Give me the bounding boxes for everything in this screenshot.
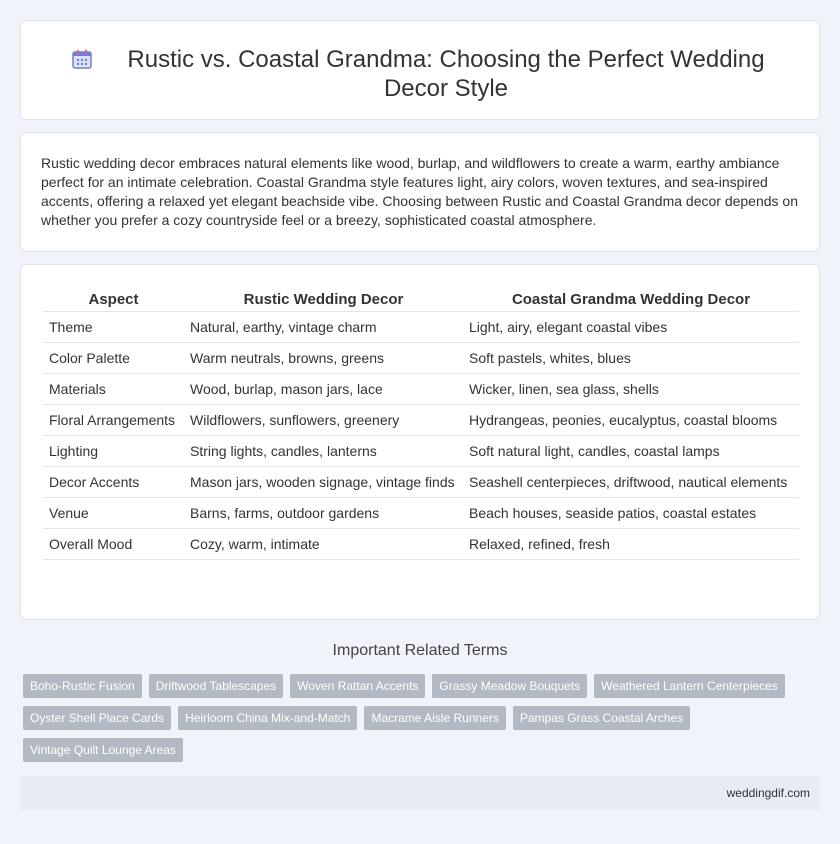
cell-rustic: Cozy, warm, intimate bbox=[184, 529, 463, 560]
related-term-tag[interactable]: Driftwood Tablescapes bbox=[149, 674, 284, 698]
cell-aspect: Overall Mood bbox=[43, 529, 184, 560]
header-aspect: Aspect bbox=[43, 289, 184, 312]
table-row bbox=[43, 498, 799, 529]
cell-coastal: Wicker, linen, sea glass, shells bbox=[463, 374, 799, 405]
cell-coastal: Soft pastels, whites, blues bbox=[463, 343, 799, 374]
related-term-tag[interactable]: Oyster Shell Place Cards bbox=[23, 706, 171, 730]
table-row bbox=[43, 405, 799, 436]
related-term-tag[interactable]: Woven Rattan Accents bbox=[290, 674, 425, 698]
related-terms-list bbox=[0, 674, 840, 762]
related-term-tag[interactable]: Weathered Lantern Centerpieces bbox=[594, 674, 785, 698]
page-title: Rustic vs. Coastal Grandma: Choosing the Perfect Wedding Decor Style bbox=[127, 46, 765, 102]
table-row bbox=[43, 312, 799, 343]
table-row bbox=[43, 374, 799, 405]
footer bbox=[20, 776, 820, 810]
related-term-tag[interactable]: Heirloom China Mix-and-Match bbox=[178, 706, 357, 730]
comparison-table bbox=[43, 289, 799, 560]
header-coastal: Coastal Grandma Wedding Decor bbox=[463, 289, 799, 312]
header-card bbox=[20, 20, 820, 120]
cell-aspect: Theme bbox=[43, 312, 184, 343]
cell-coastal: Seashell centerpieces, driftwood, nautical elements bbox=[463, 467, 799, 498]
cell-rustic: Warm neutrals, browns, greens bbox=[184, 343, 463, 374]
header-rustic: Rustic Wedding Decor bbox=[184, 289, 463, 312]
cell-rustic: Wood, burlap, mason jars, lace bbox=[184, 374, 463, 405]
cell-aspect: Color Palette bbox=[43, 343, 184, 374]
cell-coastal: Beach houses, seaside patios, coastal estates bbox=[463, 498, 799, 529]
table-row bbox=[43, 343, 799, 374]
cell-coastal: Light, airy, elegant coastal vibes bbox=[463, 312, 799, 343]
cell-rustic: Natural, earthy, vintage charm bbox=[184, 312, 463, 343]
table-row bbox=[43, 529, 799, 560]
related-term-tag[interactable]: Vintage Quilt Lounge Areas bbox=[23, 738, 183, 762]
table-header-row bbox=[43, 289, 799, 312]
intro-paragraph: Rustic wedding decor embraces natural elements like wood, burlap, and wildflowers to create a warm, earthy ambiance perfect for an intimate celebration. Coastal Grandma style features light, airy colors, woven textures, and sea-inspired accents, offering a relaxed yet elegant beachside vibe. Choosing between Rustic and Coastal Grandma decor depends on whether you prefer a cozy countryside feel or a breezy, sophisticated coastal atmosphere. bbox=[41, 155, 798, 228]
cell-aspect: Lighting bbox=[43, 436, 184, 467]
table-row bbox=[43, 436, 799, 467]
related-terms-title: Important Related Terms bbox=[332, 642, 508, 659]
table-row bbox=[43, 467, 799, 498]
cell-coastal: Relaxed, refined, fresh bbox=[463, 529, 799, 560]
related-term-tag[interactable]: Grassy Meadow Bouquets bbox=[432, 674, 587, 698]
cell-aspect: Decor Accents bbox=[43, 467, 184, 498]
cell-aspect: Materials bbox=[43, 374, 184, 405]
cell-rustic: Barns, farms, outdoor gardens bbox=[184, 498, 463, 529]
calendar-icon bbox=[71, 48, 93, 70]
related-term-tag[interactable]: Macrame Aisle Runners bbox=[364, 706, 505, 730]
cell-rustic: Wildflowers, sunflowers, greenery bbox=[184, 405, 463, 436]
cell-coastal: Hydrangeas, peonies, eucalyptus, coastal blooms bbox=[463, 405, 799, 436]
title-wrap bbox=[41, 45, 799, 103]
related-term-tag[interactable]: Pampas Grass Coastal Arches bbox=[513, 706, 690, 730]
cell-rustic: String lights, candles, lanterns bbox=[184, 436, 463, 467]
intro-card bbox=[20, 132, 820, 252]
cell-coastal: Soft natural light, candles, coastal lamps bbox=[463, 436, 799, 467]
cell-rustic: Mason jars, wooden signage, vintage finds bbox=[184, 467, 463, 498]
comparison-card bbox=[20, 264, 820, 620]
cell-aspect: Venue bbox=[43, 498, 184, 529]
related-term-tag[interactable]: Boho-Rustic Fusion bbox=[23, 674, 142, 698]
footer-site-link[interactable]: weddingdif.com bbox=[726, 786, 810, 800]
cell-aspect: Floral Arrangements bbox=[43, 405, 184, 436]
